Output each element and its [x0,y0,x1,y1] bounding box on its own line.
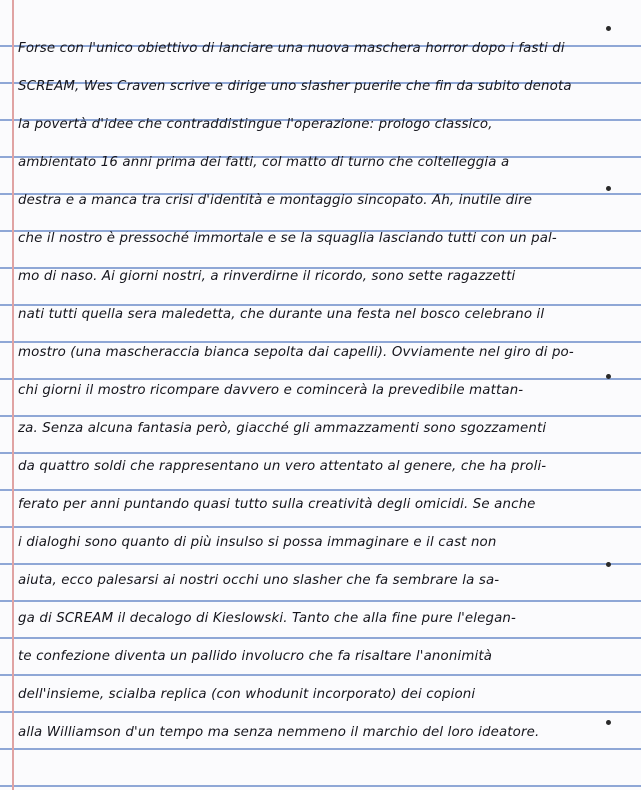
handwritten-text-block [18,0,636,790]
text-line: la povertà d'idee che contraddistingue l'operazione: prologo classico, [18,117,493,132]
text-line: dell'insieme, scialba replica (con whodunit incorporato) dei copioni [18,687,476,702]
text-line: nati tutti quella sera maledetta, che durante una festa nel bosco celebrano il [18,307,545,322]
text-line: aiuta, ecco palesarsi ai nostri occhi uno slasher che fa sembrare la sa- [18,573,500,588]
text-line: da quattro soldi che rappresentano un vero attentato al genere, che ha proli- [18,459,547,474]
text-line: che il nostro è pressoché immortale e se la squaglia lasciando tutti con un pal- [18,231,557,246]
text-line: Forse con l'unico obiettivo di lanciare una nuova maschera horror dopo i fasti di [18,41,565,56]
text-line: i dialoghi sono quanto di più insulso si possa immaginare e il cast non [18,535,497,550]
text-line: alla Williamson d'un tempo ma senza nemmeno il marchio del loro ideatore. [18,725,540,740]
text-line: ga di SCREAM il decalogo di Kieslowski. Tanto che alla fine pure l'elegan- [18,611,517,626]
text-line: za. Senza alcuna fantasia però, giacché gli ammazzamenti sono sgozzamenti [18,421,547,436]
text-line: mo di naso. Ai giorni nostri, a rinverdirne il ricordo, sono sette ragazzetti [18,269,516,284]
text-line: ferato per anni puntando quasi tutto sulla creatività degli omicidi. Se anche [18,497,536,512]
text-line: chi giorni il mostro ricompare davvero e comincerà la prevedibile mattan- [18,383,524,398]
text-line: mostro (una mascheraccia bianca sepolta dai capelli). Ovviamente nel giro di po- [18,345,574,360]
text-line: SCREAM, Wes Craven scrive e dirige uno slasher puerile che fin da subito denota [18,79,572,94]
margin-line [12,0,14,790]
text-line: te confezione diventa un pallido involucro che fa risaltare l'anonimità [18,649,493,664]
text-line: destra e a manca tra crisi d'identità e montaggio sincopato. Ah, inutile dire [18,193,533,208]
text-line: ambientato 16 anni prima dei fatti, col matto di turno che coltelleggia a [18,155,510,170]
